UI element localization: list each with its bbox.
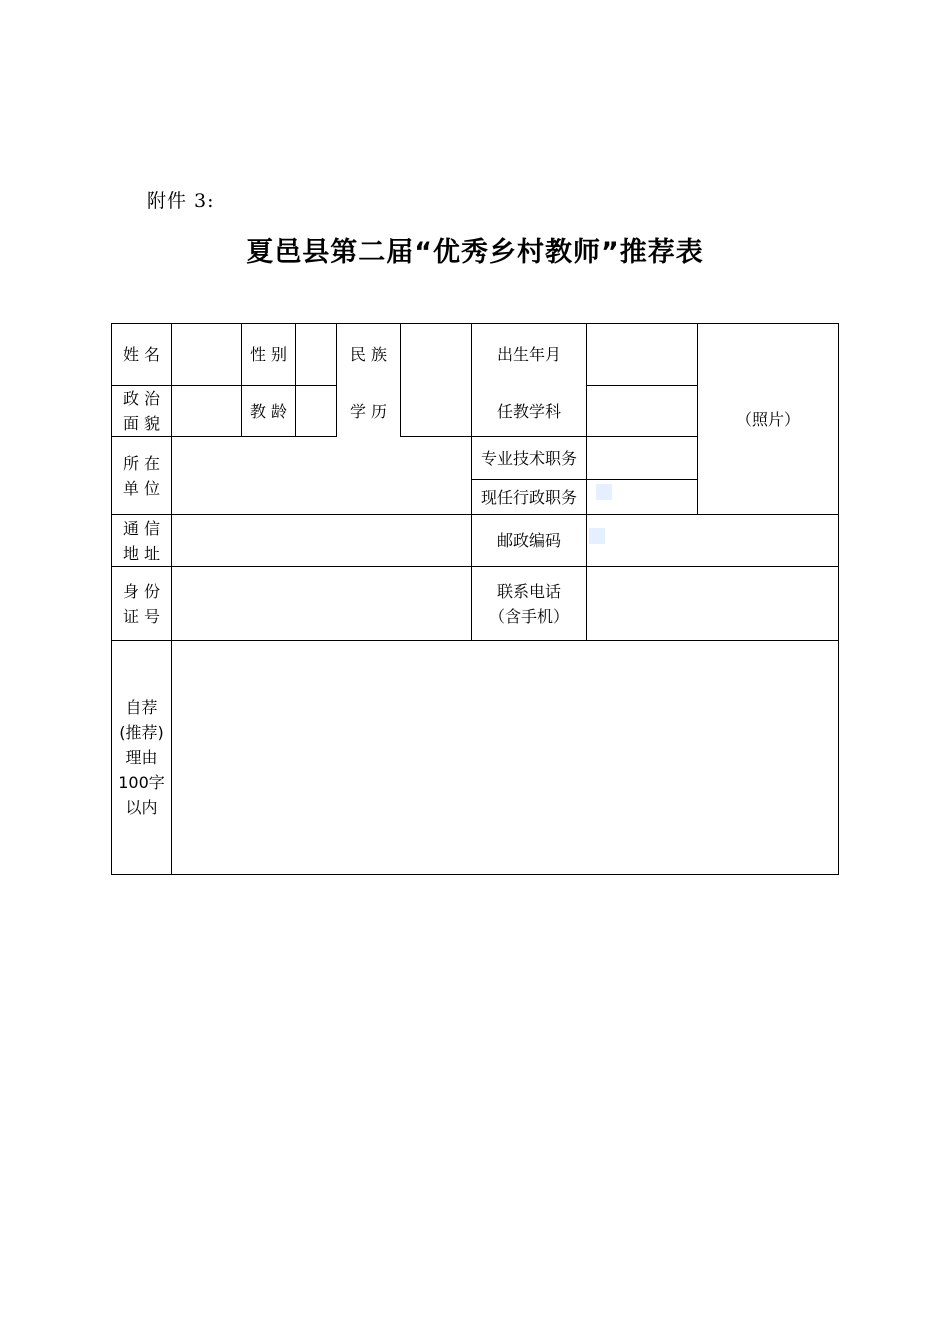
postcode-field[interactable] <box>587 515 838 566</box>
form-title: 夏邑县第二届“优秀乡村教师”推荐表 <box>246 237 704 268</box>
name-field[interactable] <box>172 324 241 385</box>
teaching-years-field[interactable] <box>296 386 336 436</box>
education-field[interactable] <box>401 386 471 436</box>
field-marker <box>596 484 612 500</box>
ethnicity-field[interactable] <box>401 324 471 385</box>
admin-position-label: 现任行政职务 <box>480 487 577 507</box>
gender-label: 性 别 <box>249 345 288 364</box>
address-label: 通 信 地 址 <box>122 518 161 563</box>
professional-title-label: 专业技术职务 <box>480 448 577 468</box>
id-number-field[interactable] <box>172 567 471 640</box>
employer-label: 所 在 单 位 <box>122 453 161 498</box>
address-field[interactable] <box>172 515 471 566</box>
reason-field[interactable] <box>172 641 838 874</box>
photo-area[interactable]: （照片） <box>735 409 800 429</box>
reason-label: 自荐 (推荐) 理由 100字 以内 <box>118 698 165 817</box>
employer-field[interactable] <box>172 437 471 514</box>
ethnicity-label: 民 族 <box>349 345 388 364</box>
phone-field[interactable] <box>587 567 838 640</box>
id-number-label: 身 份 证 号 <box>122 581 161 626</box>
subject-label: 任教学科 <box>496 401 561 421</box>
postcode-label: 邮政编码 <box>496 531 561 550</box>
education-label: 学 历 <box>349 401 388 421</box>
gender-field[interactable] <box>296 324 336 385</box>
table-border-right <box>838 323 839 875</box>
field-marker <box>589 528 605 544</box>
name-label: 姓 名 <box>122 345 161 364</box>
attachment-label: 附件 3: <box>147 190 215 212</box>
phone-label: 联系电话 （含手机） <box>488 581 569 626</box>
birth-field[interactable] <box>587 324 697 385</box>
birth-label: 出生年月 <box>496 345 561 364</box>
politics-label: 政 治 面 貌 <box>122 389 161 433</box>
table-border-bottom <box>111 874 838 875</box>
professional-title-field[interactable] <box>587 437 697 479</box>
subject-field[interactable] <box>587 386 697 436</box>
politics-field[interactable] <box>172 386 241 436</box>
teaching-years-label: 教 龄 <box>249 401 288 421</box>
